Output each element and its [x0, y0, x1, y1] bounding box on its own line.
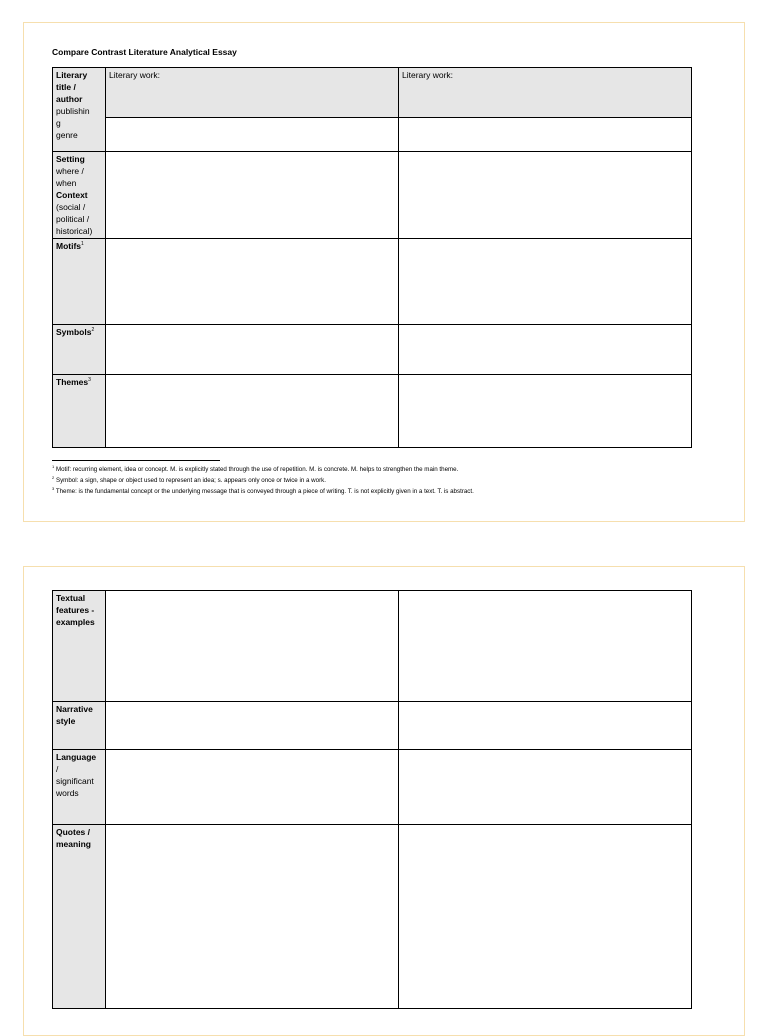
textual-cell-2[interactable] — [399, 591, 692, 702]
label-line: genre — [56, 130, 78, 140]
label-line: political / — [56, 214, 90, 224]
label-line: publishin — [56, 106, 90, 116]
footnote-text: Motif: recurring element, idea or concept. M. is explicitly stated through the use of repetition. M. is concrete. M. helps to strengthen the main theme. — [54, 466, 459, 473]
quotes-cell-2[interactable] — [399, 825, 692, 1009]
narrative-cell-2[interactable] — [399, 702, 692, 750]
table-row — [53, 68, 692, 118]
footnote-ref: 1 — [81, 241, 84, 248]
table-row — [53, 702, 692, 750]
footnotes — [52, 464, 712, 497]
symbols-cell-2[interactable] — [399, 325, 692, 375]
label-line: (social / — [56, 202, 86, 212]
label-quotes-meaning — [53, 825, 106, 1009]
themes-cell-2[interactable] — [399, 375, 692, 448]
table-row — [53, 375, 692, 448]
footnote-text: Theme: is the fundamental concept or the underlying message that is conveyed through a piece of writing. T. is not explicitly given in a text. T. is abstract. — [54, 488, 474, 495]
label-line: / — [56, 764, 59, 774]
textual-cell-1[interactable] — [106, 591, 399, 702]
document-page-1 — [23, 22, 745, 522]
label-line: Literary — [56, 70, 88, 80]
footnote-number: 2 — [52, 474, 55, 480]
quotes-cell-1[interactable] — [106, 825, 399, 1009]
literary-work-cell-1[interactable] — [106, 118, 399, 152]
label-setting-context — [53, 152, 106, 239]
table-row — [53, 750, 692, 825]
label-symbols — [53, 325, 106, 375]
footnote-ref: 3 — [88, 377, 91, 384]
label-line: when — [56, 178, 77, 188]
label-line: examples — [56, 617, 95, 627]
label-line: significant — [56, 776, 94, 786]
narrative-cell-1[interactable] — [106, 702, 399, 750]
footnote — [52, 486, 712, 497]
label-line: meaning — [56, 839, 91, 849]
label-line: author — [56, 94, 83, 104]
label-line: Narrative — [56, 704, 93, 714]
label-line: Quotes / — [56, 827, 91, 837]
literary-work-header-2: Literary work: — [399, 68, 692, 118]
label-textual-features — [53, 591, 106, 702]
label-line: Context — [56, 190, 88, 200]
label-text: Themes — [56, 377, 89, 387]
footnote-ref: 2 — [91, 327, 95, 334]
document-page-2 — [23, 566, 745, 1036]
motifs-cell-2[interactable] — [399, 239, 692, 325]
table-row — [53, 152, 692, 239]
table-row — [53, 591, 692, 702]
label-narrative-style — [53, 702, 106, 750]
label-line: Language — [56, 752, 97, 762]
footnote — [52, 464, 712, 475]
label-line: features - — [56, 605, 95, 615]
table-row — [53, 118, 692, 152]
label-motifs — [53, 239, 106, 325]
footnote — [52, 475, 712, 486]
motifs-cell-1[interactable] — [106, 239, 399, 325]
table-row — [53, 825, 692, 1009]
setting-cell-1[interactable] — [106, 152, 399, 239]
label-themes — [53, 375, 106, 448]
literary-work-cell-2[interactable] — [399, 118, 692, 152]
label-line: historical) — [56, 226, 93, 236]
footnote-number: 1 — [52, 463, 55, 469]
label-literary-title — [53, 68, 106, 152]
table-row — [53, 239, 692, 325]
footnote-text: Symbol: a sign, shape or object used to represent an idea; s. appears only once or twice in a work. — [54, 477, 326, 484]
comparison-table-2 — [52, 590, 692, 1009]
table-row — [53, 325, 692, 375]
language-cell-1[interactable] — [106, 750, 399, 825]
label-line: Setting — [56, 154, 85, 164]
footnote-number: 3 — [52, 485, 55, 491]
label-line: Textual — [56, 593, 86, 603]
comparison-table-1 — [52, 67, 692, 448]
label-text: Symbols — [56, 327, 92, 337]
label-language — [53, 750, 106, 825]
language-cell-2[interactable] — [399, 750, 692, 825]
label-text: Motifs — [56, 241, 82, 251]
label-line: words — [56, 788, 79, 798]
symbols-cell-1[interactable] — [106, 325, 399, 375]
document-title: Compare Contrast Literature Analytical Essay — [52, 47, 237, 57]
setting-cell-2[interactable] — [399, 152, 692, 239]
themes-cell-1[interactable] — [106, 375, 399, 448]
label-line: g — [56, 118, 61, 128]
footnote-separator — [52, 460, 220, 461]
label-line: style — [56, 716, 76, 726]
label-line: where / — [56, 166, 84, 176]
label-line: title / — [56, 82, 76, 92]
literary-work-header-1: Literary work: — [106, 68, 399, 118]
